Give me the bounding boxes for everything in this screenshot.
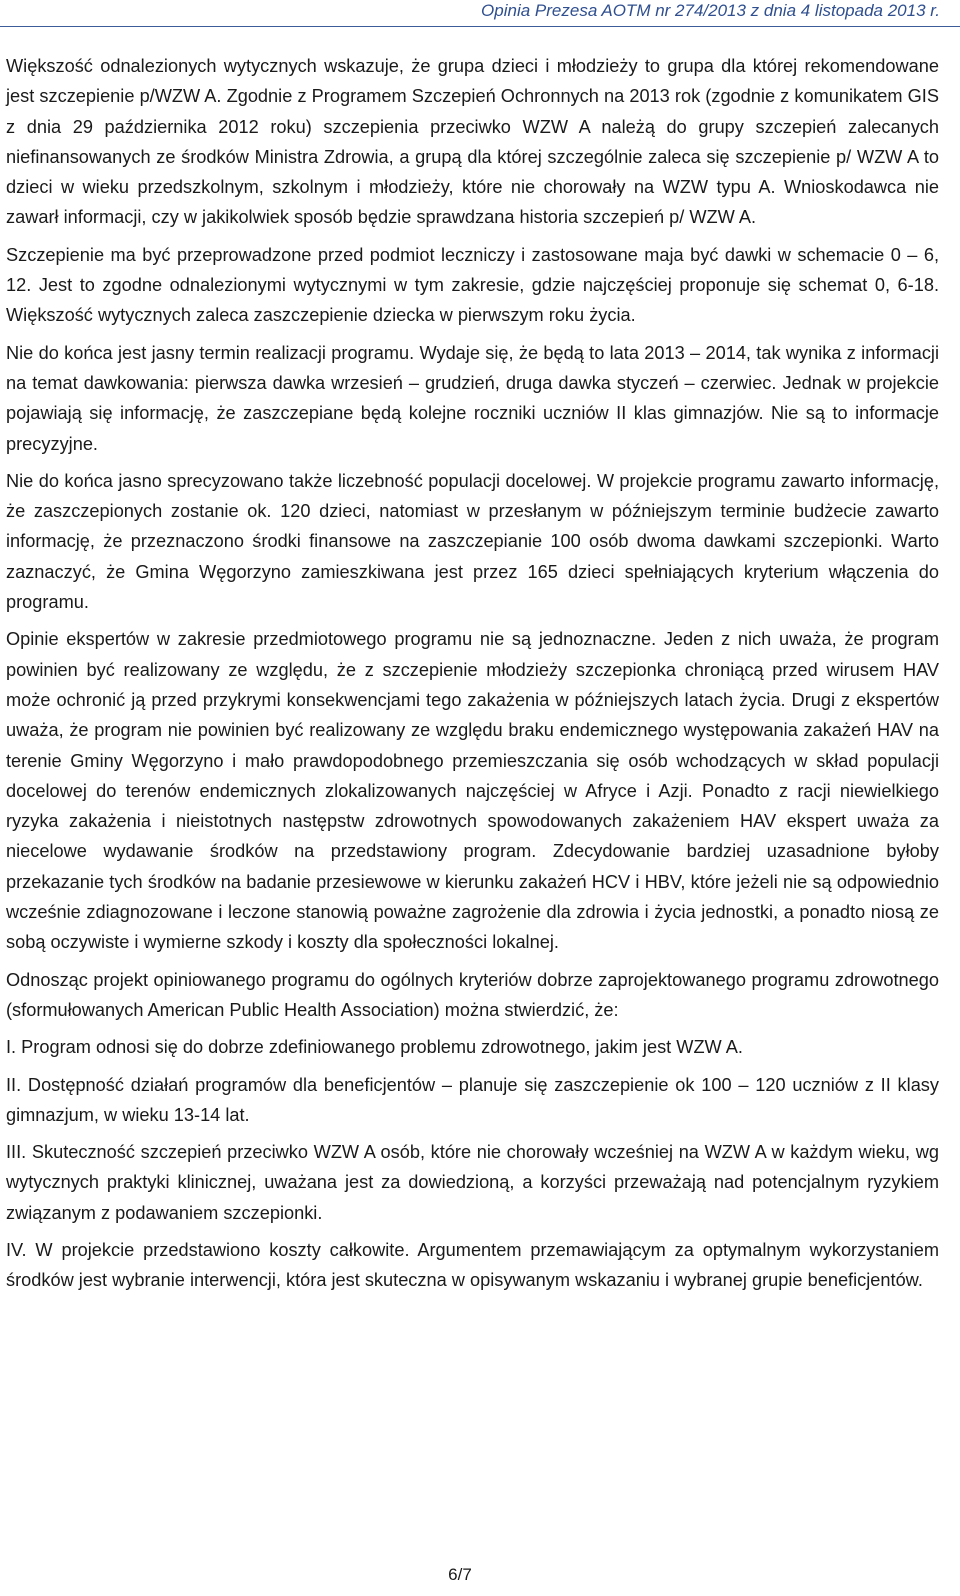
- paragraph-criteria-intro: Odnosząc projekt opiniowanego programu do ogólnych kryteriów dobrze zaprojektowanego programu zdrowotnego (sformułowanych American Public Health Association) można stwierdzić, że:: [6, 969, 939, 1020]
- criterion-item-3: III. Skuteczność szczepień przeciwko WZW A osób, które nie chorowały wcześniej na WZW A w każdym wieku, wg wytycznych praktyki klinicznej, uważana jest za dowiedzioną, a korzyści przeważają nad potencjalnym ryzykiem związanym z podawaniem szczepionki.: [6, 1142, 939, 1223]
- running-header: Opinia Prezesa AOTM nr 274/2013 z dnia 4 listopada 2013 r.: [481, 1, 940, 20]
- page-number: 6/7: [448, 1565, 472, 1584]
- paragraph-expert-opinions: Opinie ekspertów w zakresie przedmiotowego programu nie są jednoznaczne. Jeden z nich uważa, że program powinien być realizowany ze względu, że z szczepienie młodzieży szczepionka chroniącą przed wirusem HAV może ochronić ją przed przykrymi konsekwencjami tego zakażenia w późniejszych latach życia. Drugi z ekspertów uważa, że program nie powinien być realizowany ze względu braku endemicznego występowania zakażeń HAV na terenie Gminy Węgorzyno i mało prawdopodobnego przemieszczania się osób wchodzących w skład populacji docelowej do terenów endemicznych zlokalizowanych najczęściej w Afryce i Azji. Ponadto z racji niewielkiego ryzyka zakażenia i nieistotnych następstw zdrowotnych spowodowanych zakażeniem HAV ekspert uważa za niecelowe wydawanie środków na przedstawiony program. Zdecydowanie bardziej uzasadnione byłoby przekazanie tych środków na badanie przesiewowe w kierunku zakażeń HCV i HBV, które jeżeli nie są odpowiednio wcześnie zdiagnozowane i leczone stanowią poważne zagrożenie dla zdrowia i życia jednostki, a ponadto niosą ze sobą oczywiste i wymierne szkody i koszty dla społeczności lokalnej.: [6, 629, 939, 953]
- criterion-item-1: I. Program odnosi się do dobrze zdefiniowanego problemu zdrowotnego, jakim jest WZW A.: [6, 1037, 743, 1058]
- paragraph-target-group: Większość odnalezionych wytycznych wskazuje, że grupa dzieci i młodzieży to grupa dla której rekomendowane jest szczepienie p/WZW A. Zgodnie z Programem Szczepień Ochronnych na 2013 rok (zgodnie z komunikatem GIS z dnia 29 października 2012 roku) szczepienia przeciwko WZW A należą do grupy szczepień zalecanych niefinansowanych ze środków Ministra Zdrowia, a grupą dla której szczególnie zaleca się szczepienie p/ WZW A to dzieci w wieku przedszkolnym, szkolnym i młodzieży, które nie chorowały na WZW typu A. Wnioskodawca nie zawarł informacji, czy w jakikolwiek sposób będzie sprawdzana historia szczepień p/ WZW A.: [6, 56, 939, 228]
- criterion-item-4: IV. W projekcie przedstawiono koszty całkowite. Argumentem przemawiającym za optymalnym wykorzystaniem środków jest wybranie interwencji, która jest skuteczna w opisywanym wskazaniu i wybranej grupie beneficjentów.: [6, 1239, 939, 1291]
- paragraph-population: Nie do końca jasno sprecyzowano także liczebność populacji docelowej. W projekcie programu zawarto informację, że zaszczepionych zostanie ok. 120 dzieci, natomiast w przesłanym w późniejszym terminie budżecie zawarto informację, że przeznaczono środki finansowe na zaszczepianie 100 osób dwoma dawkami szczepionki. Warto zaznaczyć, że Gmina Węgorzyno zamieszkiwana jest przez 165 dzieci spełniających kryterium włączenia do programu.: [6, 470, 939, 613]
- paragraph-schedule: Szczepienie ma być przeprowadzone przed podmiot leczniczy i zastosowane maja być dawki w schemacie 0 – 6, 12. Jest to zgodne odnalezionymi wytycznymi w tym zakresie, gdzie najczęściej proponuje się schemat 0, 6-18. Większość wytycznych zaleca zaszczepienie dziecka w pierwszym roku życia.: [6, 244, 939, 326]
- header-divider: [0, 26, 960, 27]
- paragraph-timeline: Nie do końca jest jasny termin realizacji programu. Wydaje się, że będą to lata 2013 – 2014, tak wynika z informacji na temat dawkowania: pierwsza dawka wrzesień – grudzień, druga dawka styczeń – czerwiec. Jednak w projekcie pojawiają się informację, że zaszczepiane będą kolejne roczniki uczniów II klas gimnazjów. Nie są to informacje precyzyjne.: [6, 342, 939, 454]
- document-body: [6, 51, 939, 1303]
- criterion-item-2: II. Dostępność działań programów dla beneficjentów – planuje się zaszczepienie ok 100 – 120 uczniów z II klasy gimnazjum, w wieku 13-14 lat.: [6, 1074, 939, 1125]
